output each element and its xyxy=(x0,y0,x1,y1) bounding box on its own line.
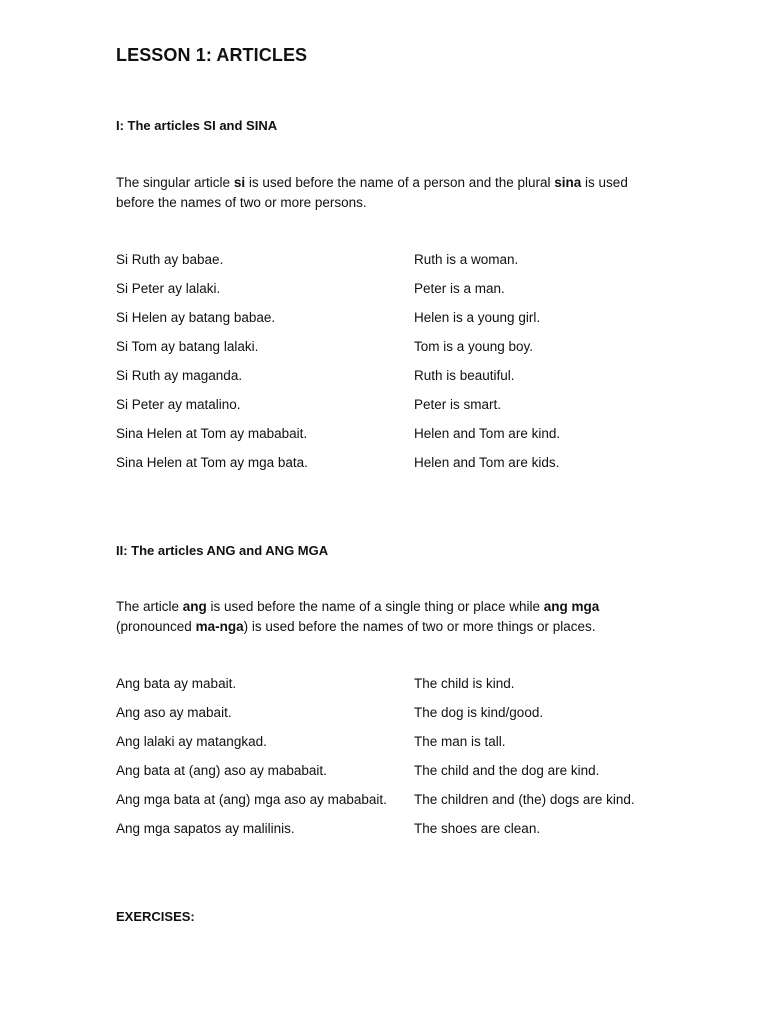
section-2-examples xyxy=(116,676,676,850)
s2-example-row xyxy=(116,705,676,734)
section-1-examples xyxy=(116,252,676,484)
tagalog-sentence: Si Peter ay matalino. xyxy=(116,397,241,412)
s1-example-row xyxy=(116,455,676,484)
s2-example-row xyxy=(116,821,676,850)
english-translation: Helen and Tom are kids. xyxy=(414,455,560,470)
bold-term: ang xyxy=(182,599,207,614)
english-translation: Helen is a young girl. xyxy=(414,310,541,325)
s1-example-row xyxy=(116,426,676,455)
paragraph-text: is used before the names of two or more persons. xyxy=(116,175,628,210)
paragraph-text: The article xyxy=(116,599,183,614)
s2-example-row xyxy=(116,676,676,705)
tagalog-sentence: Ang bata ay mabait. xyxy=(116,676,237,691)
paragraph-text: (pronounced xyxy=(116,619,196,634)
english-translation: The dog is kind/good. xyxy=(414,705,544,720)
s2-example-row xyxy=(116,792,676,821)
paragraph-text: The singular article xyxy=(116,175,234,190)
english-translation: The shoes are clean. xyxy=(414,821,541,836)
bold-term: ma-nga xyxy=(195,619,244,634)
tagalog-sentence: Ang mga sapatos ay malilinis. xyxy=(116,821,295,836)
s1-example-row xyxy=(116,397,676,426)
s1-example-row xyxy=(116,252,676,281)
tagalog-sentence: Ang lalaki ay matangkad. xyxy=(116,734,267,749)
tagalog-sentence: Si Tom ay batang lalaki. xyxy=(116,339,259,354)
s1-example-row xyxy=(116,339,676,368)
tagalog-sentence: Ang aso ay mabait. xyxy=(116,705,232,720)
tagalog-sentence: Si Ruth ay babae. xyxy=(116,252,224,267)
tagalog-sentence: Sina Helen at Tom ay mga bata. xyxy=(116,455,308,470)
english-translation: The child and the dog are kind. xyxy=(414,763,600,778)
s1-example-row xyxy=(116,310,676,339)
exercises-heading: EXERCISES: xyxy=(116,909,195,924)
english-translation: Helen and Tom are kind. xyxy=(414,426,561,441)
bold-term: ang mga xyxy=(543,599,600,614)
s2-example-row xyxy=(116,734,676,763)
section-2-heading: II: The articles ANG and ANG MGA xyxy=(116,543,329,558)
tagalog-sentence: Sina Helen at Tom ay mababait. xyxy=(116,426,308,441)
section-2-intro xyxy=(116,597,656,637)
paragraph-text: ) is used before the names of two or more things or places. xyxy=(243,619,596,634)
english-translation: Ruth is beautiful. xyxy=(414,368,515,383)
english-translation: Tom is a young boy. xyxy=(414,339,534,354)
tagalog-sentence: Ang mga bata at (ang) mga aso ay mababait. xyxy=(116,792,387,807)
section-1-intro xyxy=(116,173,656,213)
english-translation: The man is tall. xyxy=(414,734,506,749)
english-translation: Peter is a man. xyxy=(414,281,505,296)
tagalog-sentence: Si Ruth ay maganda. xyxy=(116,368,243,383)
paragraph-text: is used before the name of a single thing or place while xyxy=(206,599,544,614)
page-title: LESSON 1: ARTICLES xyxy=(116,45,308,65)
english-translation: The child is kind. xyxy=(414,676,515,691)
tagalog-sentence: Si Peter ay lalaki. xyxy=(116,281,221,296)
s1-example-row xyxy=(116,281,676,310)
english-translation: Ruth is a woman. xyxy=(414,252,519,267)
section-1-heading: I: The articles SI and SINA xyxy=(116,118,278,133)
bold-term: si xyxy=(233,175,246,190)
bold-term: sina xyxy=(554,175,582,190)
s2-example-row xyxy=(116,763,676,792)
tagalog-sentence: Ang bata at (ang) aso ay mababait. xyxy=(116,763,327,778)
english-translation: The children and (the) dogs are kind. xyxy=(414,792,635,807)
s1-example-row xyxy=(116,368,676,397)
paragraph-text: is used before the name of a person and the plural xyxy=(245,175,555,190)
english-translation: Peter is smart. xyxy=(414,397,502,412)
tagalog-sentence: Si Helen ay batang babae. xyxy=(116,310,276,325)
